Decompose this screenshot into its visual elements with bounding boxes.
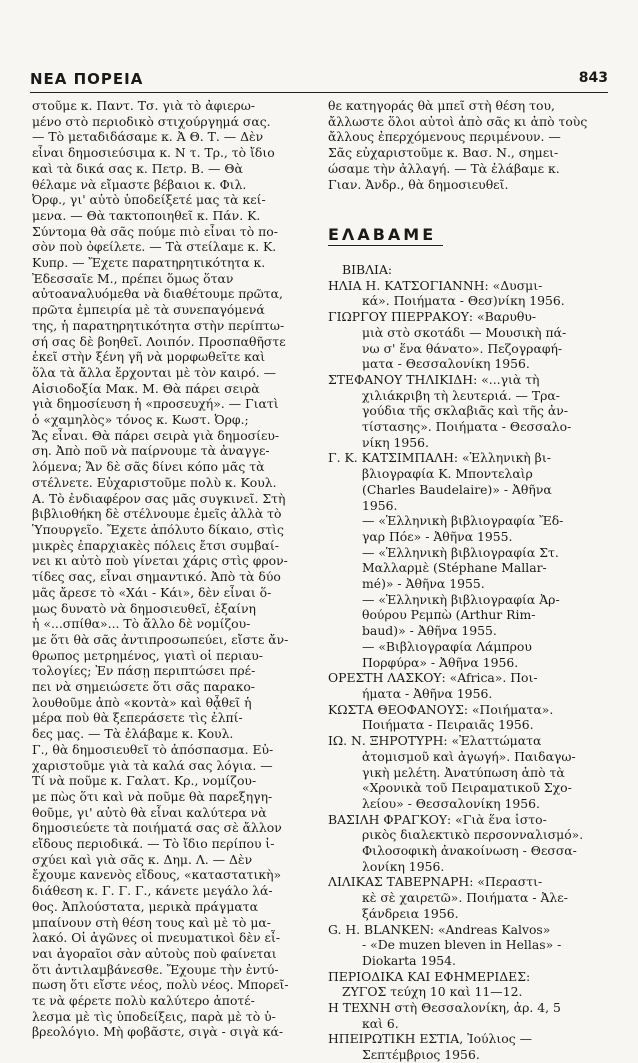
- list-entry-line: ΒΙΒΛΙΑ:: [342, 262, 393, 277]
- list-entry-line: mé)» - Ἀθῆνα 1955.: [362, 576, 485, 592]
- right-column-continuation: [328, 98, 612, 192]
- text-line: δες μας. — Τὰ ἐλάβαμε κ. Κουλ.: [32, 726, 234, 742]
- text-line: ἄλλωστε ὅλοι αὐτοὶ ἀπὸ σᾶς κι ἀπὸ τοὺς: [328, 113, 588, 129]
- text-line: θοῦμε, γι' αὐτὸ θὰ εἶναι καλύτερα νὰ: [32, 804, 267, 820]
- text-line: μᾶς ἄρεσε τὸ «Χάι - Κάι», δὲν εἶναι ὅ-: [32, 584, 272, 600]
- list-entry-line: βλιογραφία Κ. Μποντελαὶρ: [362, 466, 533, 482]
- text-line: με ὅτι θὰ σᾶς ἀντιπροσωπεύει, εἴστε ἄν-: [32, 631, 289, 647]
- list-entry-line: χιλιάκριβη τὴ λευτεριά. — Τρα-: [362, 387, 560, 403]
- text-line: γιὰ δημοσίευση ἡ «προσευχή». — Γιατὶ: [32, 396, 279, 412]
- list-entry-line: ΣΤΕΦΑΝΟΥ ΤΗΛΙΚΙΔΗ: «...γιὰ τὴ: [328, 371, 540, 387]
- list-entry-line: Diokarta 1954.: [362, 952, 456, 968]
- text-line: τίδες σας, εἶναι σημαντικό. Ἀπὸ τὰ δύο: [32, 569, 281, 585]
- list-entry-line: — «Ἑλληνικὴ βιβλιογραφία Ἀρ-: [362, 591, 560, 607]
- text-line: σὸν ποὺ ὀφείλετε. — Τὰ στείλαμε κ. Κ.: [32, 239, 277, 255]
- text-line: Γιαν. Ἀνδρ., θὰ δημοσιευθεῖ.: [328, 176, 509, 192]
- text-line: Σᾶς εὐχαριστοῦμε κ. Βασ. Ν., σημει-: [328, 145, 559, 161]
- list-entry-line: ΖΥΓΟΣ τεύχη 10 καὶ 11—12.: [342, 984, 523, 1000]
- list-entry-line: ΒΑΣΙΛΗ ΦΡΑΓΚΟΥ: «Γιὰ ἕνα ἱστο-: [328, 811, 547, 827]
- text-line: μικρὲς ἐπαρχιακὲς πόλεις ἔτσι συμβαί-: [32, 537, 279, 553]
- text-line: Αἰσιοδοξία Μακ. Μ. Θὰ πάρει σειρὰ: [32, 380, 260, 396]
- header-rule: [30, 92, 608, 93]
- text-line: Γ., θὰ δημοσιευθεῖ τὸ ἀπόσπασμα. Εὐ-: [32, 741, 274, 757]
- list-entry-line: 1956.: [362, 497, 398, 513]
- list-entry-line: κά». Ποιήματα - Θεσ)νίκη 1956.: [362, 293, 565, 309]
- list-entry-line: ΠΕΡΙΟΔΙΚΑ ΚΑΙ ΕΦΗΜΕΡΙΔΕΣ:: [328, 968, 531, 984]
- text-line: Τί νὰ ποῦμε κ. Γαλατ. Κρ., νομίζου-: [32, 773, 257, 789]
- list-entry-line: Φιλοσοφικὴ ἀνακοίνωση - Θεσσα-: [362, 843, 577, 859]
- text-line: τε νὰ φέρετε πολὺ καλύτερο ἀποτέ-: [32, 993, 255, 1009]
- list-entry-line: ΟΡΕΣΤΗ ΛΑΣΚΟΥ: «Africa». Ποι-: [328, 670, 538, 686]
- section-rule: [328, 245, 443, 246]
- text-line: Ἄς εἶναι. Θὰ πάρει σειρὰ γιὰ δημοσίευ-: [32, 427, 280, 443]
- list-entry-line: Γ. Κ. ΚΑΤΣΙΜΠΑΛΗ: «Ἑλληνικὴ βι-: [328, 450, 551, 466]
- list-entry-line: θούρου Ρεμπὼ (Arthur Rim-: [362, 607, 536, 623]
- text-line: θε κατηγοράς θὰ μπεῖ στὴ θέση του,: [328, 98, 555, 113]
- text-line: πωση ὅτι εἴστε νέος, πολὺ νέος. Μπορεῖ-: [32, 977, 289, 993]
- text-line: Α. Τὸ ἐνδιαφέρον σας μᾶς συγκινεῖ. Στὴ: [32, 490, 286, 506]
- text-line: σή σας δὲ βοηθεῖ. Λοιπόν. Προσπαθῆστε: [32, 333, 286, 349]
- text-line: νει κι αὐτὸ ποὺ γίνεται χάρις στὶς φρον-: [32, 553, 288, 569]
- received-list: [328, 262, 612, 1063]
- text-line: ἔχουμε κανενὸς εἴδους, «καταστατικὴ»: [32, 867, 282, 883]
- list-entry-line: λείου» - Θεσσαλονίκη 1956.: [362, 795, 540, 811]
- list-entry-line: ΛΙΛΙΚΑΣ ΤΑΒΕΡΝΑΡΗ: «Περαστι-: [328, 874, 543, 890]
- list-entry-line: — «Ἑλληνικὴ βιβλιογραφία Ἔδ-: [362, 513, 564, 529]
- text-line: ὅλα τὰ ἄλλα ἔρχονται μὲ τὸν καιρό. —: [32, 364, 277, 380]
- text-line: Κυπρ. — Ἔχετε παρατηρητικότητα κ.: [32, 255, 266, 271]
- text-line: Ὀρφ., γι' αὐτὸ ὑποδείξετέ μας τὰ κεί-: [32, 192, 266, 208]
- list-entry-line: - «De muzen bleven in Hellas» -: [362, 937, 562, 953]
- text-line: μως δυνατὸ νὰ δημοσιευθεῖ, ἐξαίνη: [32, 600, 256, 616]
- list-entry-line: καὶ 6.: [362, 1015, 399, 1031]
- list-entry-line: Ποιήματα - Πειραιᾶς 1956.: [362, 717, 534, 733]
- text-line: εἴδους περιοδικά. — Τὸ ἴδιο περίπου ἰ-: [32, 836, 275, 852]
- list-entry-line: — «Βιβλιογραφία Λάμπρου: [362, 638, 532, 654]
- list-entry-line: Σεπτέμβριος 1956.: [362, 1047, 480, 1063]
- list-entry-line: ἀτομισμοῦ καὶ ἀγωγή». Παιδαγω-: [362, 748, 576, 764]
- text-line: Σύντομα θὰ σᾶς πούμε πιὸ εἶναι τὸ πο-: [32, 223, 278, 239]
- text-line: πρῶτα ἐμπειρία μὲ τὰ συνεπαγόμενά: [32, 302, 265, 318]
- list-entry-line: — «Ἑλληνικὴ βιβλιογραφία Στ.: [362, 544, 559, 560]
- text-line: Ἐδεσσαῖε Μ., πρέπει ὅμως ὅταν: [32, 270, 234, 286]
- page-header: [30, 70, 608, 92]
- text-line: μέρα ποὺ θὰ ξεπεράσετε τὶς ἐλπί-: [32, 710, 243, 726]
- list-entry-line: ξάνδρεια 1956.: [362, 905, 459, 921]
- text-line: λεσμα μὲ τὶς ὑποδείξεις, παρὰ μὲ τὸ ὑ-: [32, 1008, 276, 1024]
- list-entry-line: «Χρονικὰ τοῦ Πειραματικοῦ Σχο-: [362, 780, 572, 796]
- list-entry-line: ΗΠΕΙΡΩΤΙΚΗ ΕΣΤΙΑ, Ἰούλιος —: [328, 1031, 532, 1047]
- section-heading: ΕΛΑΒΑΜΕ: [328, 225, 437, 244]
- text-line: ώσαμε τὴν ἀλλαγή. — Τὰ ἐλάβαμε κ.: [328, 160, 560, 176]
- text-line: ναι ἀγοραῖοι σὰν αὐτοὺς ποὺ φαίνεται: [32, 945, 277, 961]
- list-entry-line: G. H. BLANKEN: «Andreas Kalvos»: [328, 921, 551, 937]
- list-entry-line: (Charles Baudelaire)» - Ἀθῆνα: [362, 481, 552, 497]
- list-entry-line: ΚΩΣΤΑ ΘΕΟΦΑΝΟΥΣ: «Ποιήματα».: [328, 701, 554, 717]
- text-line: λακό. Οἱ ἀγῶνες οἱ πνευματικοὶ δὲν εἶ-: [32, 930, 281, 946]
- text-line: με πὼς ὅτι καὶ νὰ ποῦμε θὰ παρεξηγη-: [32, 788, 273, 804]
- text-line: δημοσιεύετε τὰ ποιήματά σας σὲ ἄλλον: [32, 820, 282, 836]
- list-entry-line: νίκη 1956.: [362, 434, 429, 450]
- list-entry-line: ήματα - Ἀθῆνα 1956.: [362, 685, 493, 701]
- list-entry-line: Μαλλαρμὲ (Stéphane Mallar-: [362, 560, 547, 576]
- text-line: ση. Ἀπὸ ποῦ νὰ παίρνουμε τὰ ἀναγγε-: [32, 443, 270, 459]
- list-entry-line: κὲ σὲ χαιρετῶ». Ποιήματα - Ἀλε-: [362, 890, 568, 906]
- list-entry-line: μιὰ στὸ σκοτάδι — Μουσικὴ πά-: [362, 324, 567, 340]
- left-column: [32, 98, 308, 1040]
- text-line: μπαίνουν στὴ θέση τους καὶ μὲ τὸ μα-: [32, 914, 271, 930]
- text-line: θρωπος μετρημένος, γιατὶ οἱ περιαυ-: [32, 647, 263, 663]
- list-entry-line: ματα - Θεσσαλονίκη 1956.: [362, 356, 530, 372]
- text-line: χαριστοῦμε γιὰ τὰ καλά σας λόγια. —: [32, 757, 273, 773]
- text-line: — Τὸ μεταδιδάσαμε κ. Ἀ Θ. Τ. — Δὲν: [32, 129, 264, 145]
- text-line: βρεολόγιο. Μὴ φοβᾶστε, σιγὰ - σιγὰ κά-: [32, 1024, 284, 1040]
- list-entry-line: ρικὸς διαλεκτικὸ περσονναλισμό».: [362, 827, 584, 843]
- text-line: θέλαμε νὰ εἴμαστε βέβαιοι κ. Φιλ.: [32, 176, 247, 192]
- text-line: καὶ τὰ δικά σας κ. Πετρ. Β. — Θὰ: [32, 160, 243, 176]
- running-title: ΝΕΑ ΠΟΡΕΙΑ: [30, 70, 144, 88]
- text-line: ὁ «χαμηλὸς» τόνος κ. Κωστ. Ὀρφ.;: [32, 412, 249, 428]
- list-entry-line: λονίκη 1956.: [362, 858, 445, 874]
- text-line: στοῦμε κ. Παντ. Τσ. γιὰ τὸ ἀφιερω-: [32, 98, 256, 113]
- list-entry-line: baud)» - Ἀθῆνα 1955.: [362, 623, 497, 639]
- page-number: 843: [578, 70, 608, 86]
- list-entry-line: ΗΛΙΑ Η. ΚΑΤΣΟΓΙΑΝΝΗ: «Δυσμι-: [328, 277, 543, 293]
- list-entry-line: γικὴ μελέτη. Ἀνατύπωση ἀπὸ τὰ: [362, 764, 565, 780]
- list-entry-line: νω σ' ἕνα θάνατο». Πεζογραφή-: [362, 340, 563, 356]
- text-line: λόμενα; Ἄν δὲ σᾶς δίνει κόπο μᾶς τὰ: [32, 459, 265, 475]
- list-entry-line: ΙΩ. Ν. ΞΗΡΟΤΥΡΗ: «Ἐλαττώματα: [328, 733, 542, 749]
- text-line: της, ἡ παρατηρητικότητα στὴν περίπτω-: [32, 317, 285, 333]
- text-line: σχύει καὶ γιὰ σᾶς κ. Δημ. Λ. — Δὲν: [32, 851, 253, 867]
- list-entry-line: γούδια τῆς σκλαβιᾶς καὶ τῆς ἀν-: [362, 403, 569, 419]
- text-line: λουθοῦμε ἀπὸ «κοντὰ» καὶ θᾆθεῖ ἡ: [32, 694, 252, 710]
- text-line: διάθεση κ. Γ. Γ. Γ., κάνετε μεγάλο λά-: [32, 883, 273, 899]
- text-line: μενα. — Θὰ τακτοποιηθεῖ κ. Πάν. Κ.: [32, 207, 261, 223]
- text-line: Ὑπουργεῖο. Ἔχετε ἀπόλυτο δίκαιο, στὶς: [32, 521, 284, 537]
- list-entry-line: γαρ Πόε» - Ἀθῆνα 1955.: [362, 528, 513, 544]
- list-entry-line: Η ΤΕΧΝΗ στὴ Θεσσαλονίκη, ἀρ. 4, 5: [328, 1000, 561, 1016]
- text-line: βιβλιοθήκη δὲ στέλνουμε ἐμεῖς ἀλλὰ τὸ: [32, 506, 282, 522]
- text-line: θος. Ἀπλούστατα, μερικὰ πράγματα: [32, 898, 258, 914]
- list-entry-line: Πορφύρα» - Ἀθῆνα 1956.: [362, 654, 519, 670]
- text-line: ἡ «...σπίθα»... Τὸ ἄλλο δὲ νομίζου-: [32, 616, 251, 632]
- text-line: ὅτι ἀντιλαμβάνεσθε. Ἔχουμε τὴν ἐντύ-: [32, 961, 279, 977]
- text-line: αὐτοαναλυόμεθα νὰ διαθέτουμε πρῶτα,: [32, 286, 283, 302]
- text-line: εἶναι δημοσιεύσιμα κ. Ν τ. Τρ., τὸ ἴδιο: [32, 145, 275, 161]
- text-line: τολογίες; Ἐν πάσῃ περιπτώσει πρέ-: [32, 663, 256, 679]
- text-line: ἐκεῖ στὴν ξένη γῆ νὰ μορφωθεῖτε καὶ: [32, 349, 266, 365]
- text-line: στέλνετε. Εὐχαριστοῦμε πολὺ κ. Κουλ.: [32, 474, 277, 490]
- text-line: πει νὰ σημειώσετε ὅτι σᾶς παρακο-: [32, 679, 255, 695]
- text-line: μένο στὸ περιοδικὸ στιχούργημά σας.: [32, 113, 271, 129]
- list-entry-line: τίστασης». Ποιήματα - Θεσσαλο-: [362, 419, 572, 435]
- list-entry-line: ΓΙΩΡΓΟΥ ΠΙΕΡΡΑΚΟΥ: «Βαρυθυ-: [328, 309, 537, 325]
- text-line: ἄλλους ἐπερχόμενους περιμένουν. —: [328, 129, 561, 145]
